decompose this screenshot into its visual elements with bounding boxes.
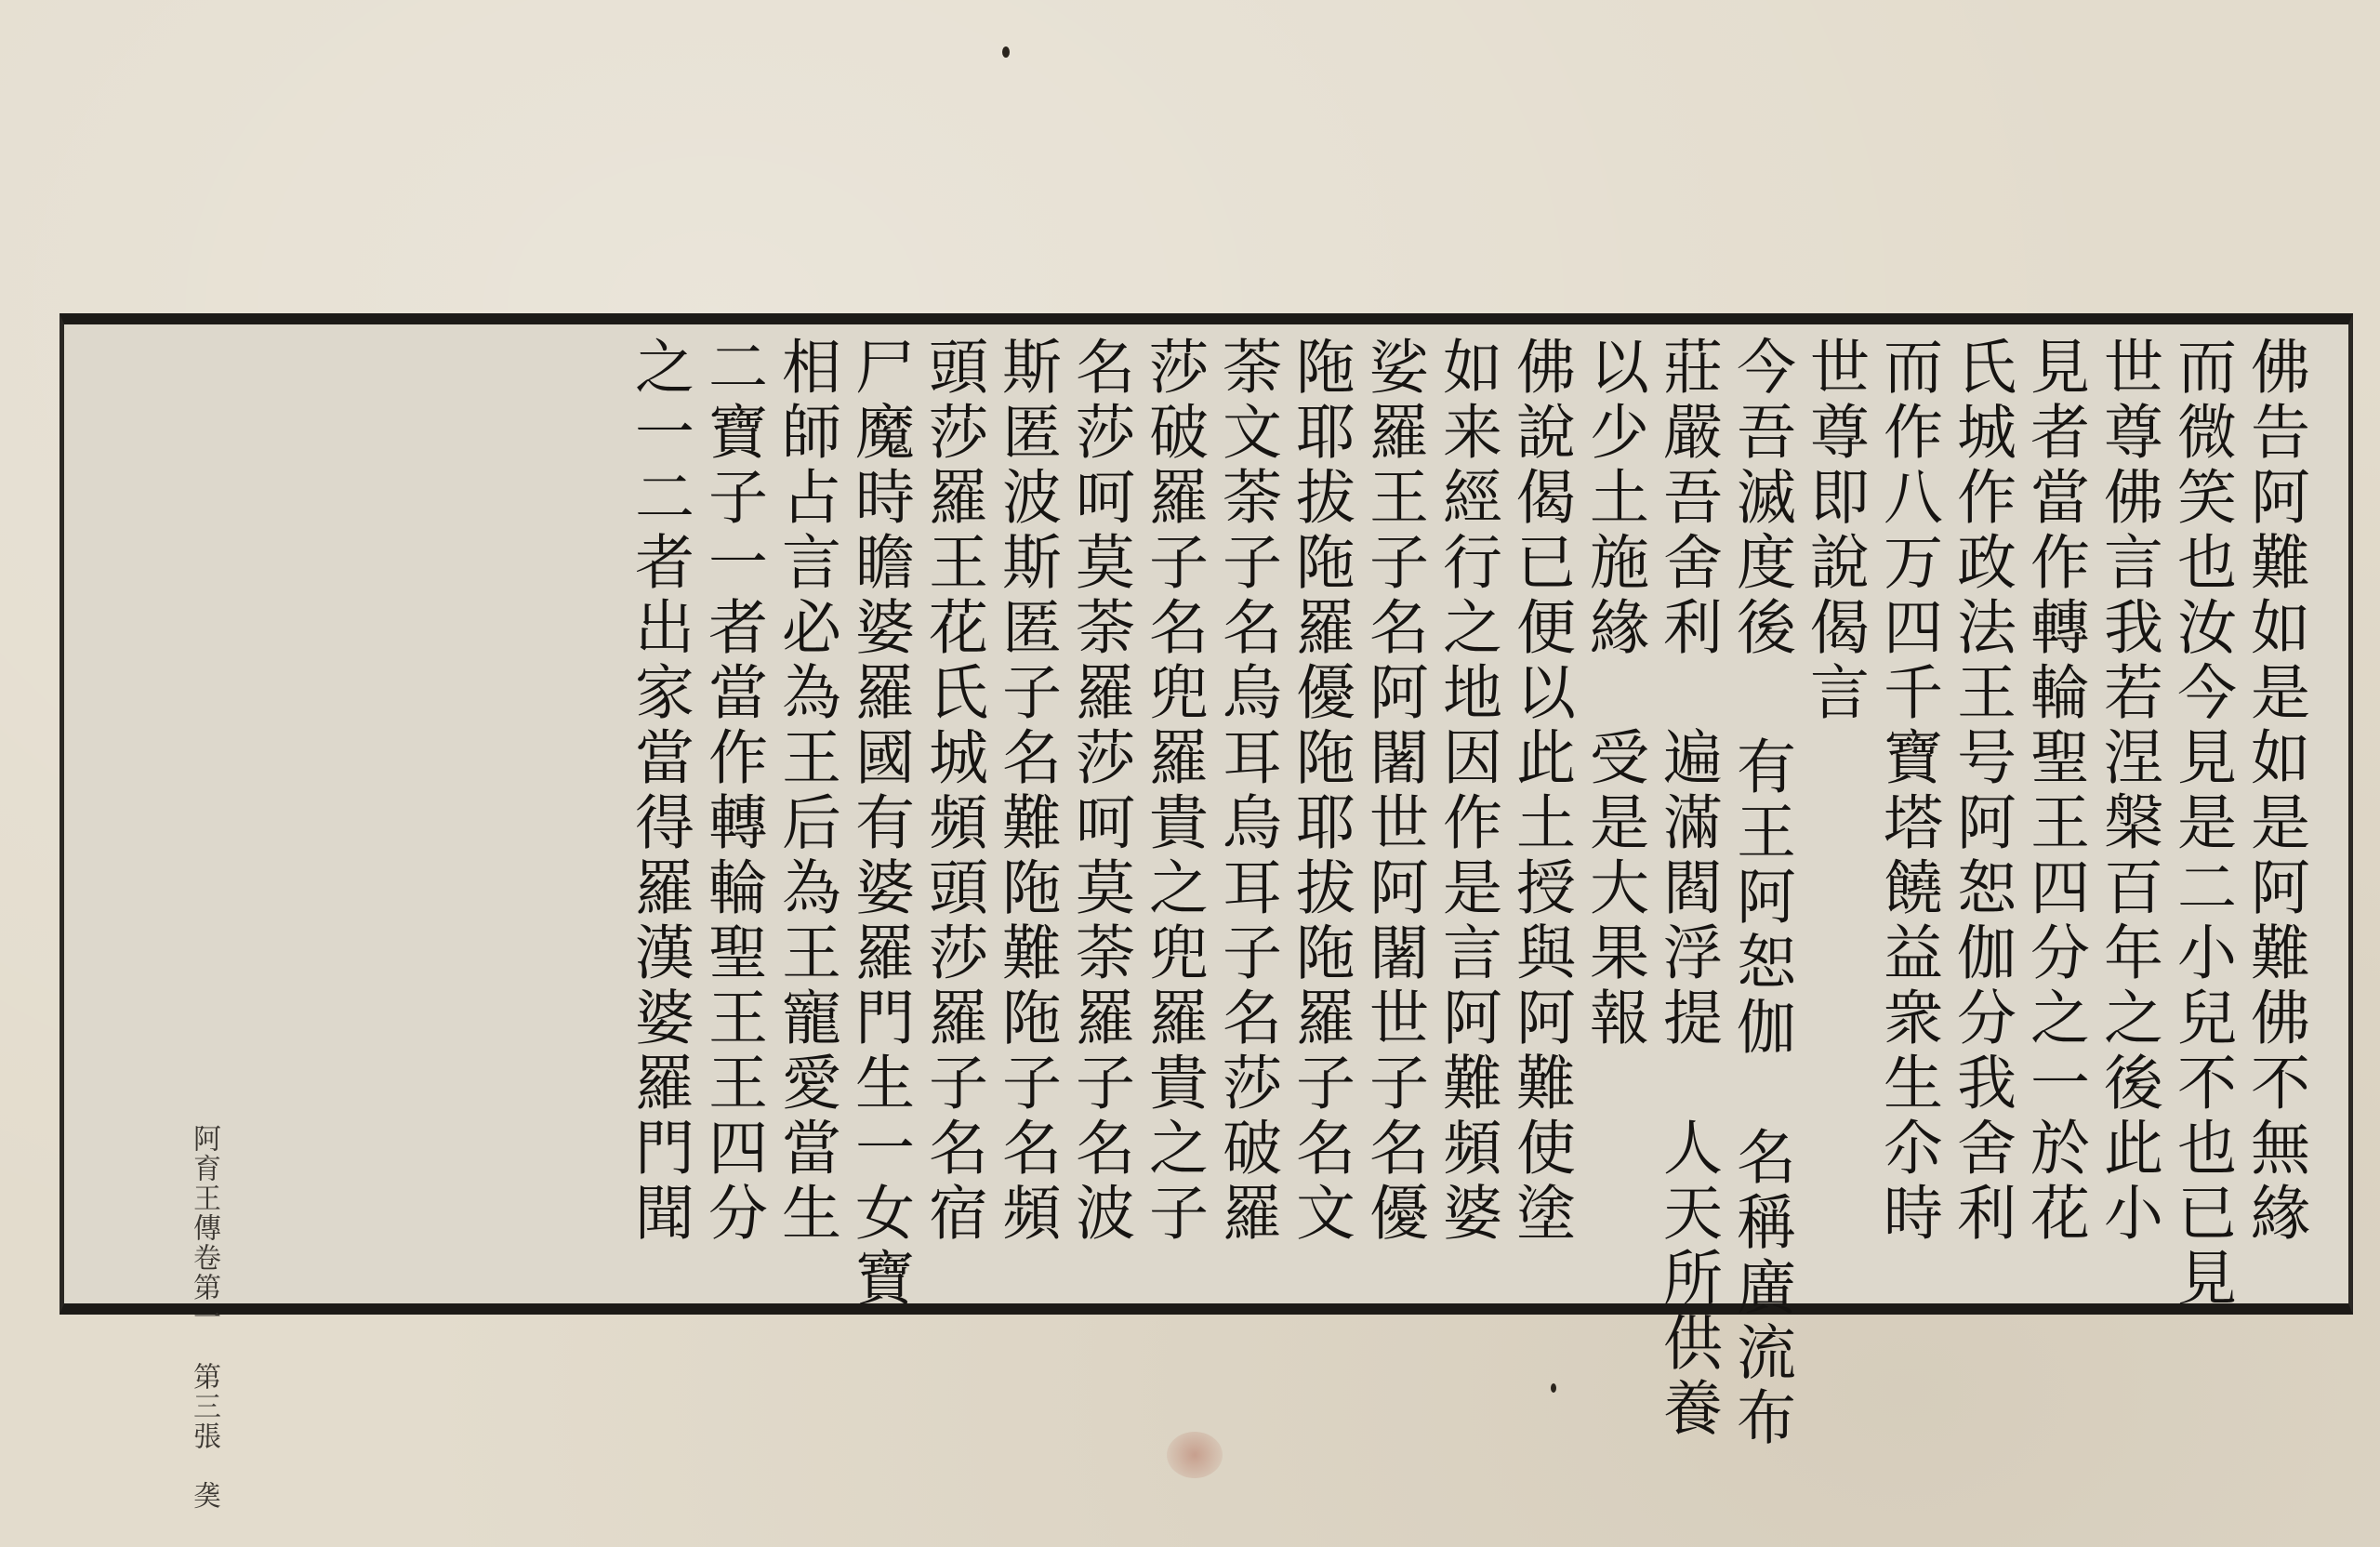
text-column: 佛告阿難如是如是阿難佛不無緣 [2241, 336, 2309, 1247]
text-column: 見者當作轉輪聖王四分之一於花 [2020, 336, 2089, 1247]
text-column: 而作八万四千寶塔饒益衆生尒時 [1873, 336, 1942, 1247]
ink-speck [1002, 46, 1010, 58]
text-column: 而微笑也汝今見是二小兒不也已見 [2167, 336, 2236, 1312]
text-column: 娑羅王子名阿闍世阿闍世子名優 [1359, 336, 1428, 1247]
text-column: 世尊即說偈言 [1800, 336, 1869, 726]
red-stain [1167, 1432, 1223, 1478]
text-column: 氏城作政法王号阿恕伽分我舍利 [1947, 336, 2016, 1247]
text-column: 名莎呵莫荼羅莎呵莫荼羅子名波 [1065, 336, 1134, 1247]
text-column: 以少土施緣 受是大果報 [1580, 336, 1648, 1051]
text-column: 相師占言必為王后為王寵愛當生 [772, 336, 840, 1247]
text-column: 頭莎羅王花氏城頻頭莎羅子名宿 [919, 336, 987, 1247]
text-column: 佛說偈已便以此土授與阿難使塗 [1506, 336, 1575, 1247]
text-column: 莎破羅子名兜羅貴之兜羅貴之子 [1139, 336, 1208, 1247]
margin-note: 阿育王傳卷第一 第三張 䶮 [188, 1124, 220, 1511]
text-column: 世尊佛言我若涅槃百年之後此小 [2094, 336, 2162, 1247]
text-column: 之一二者出家當得羅漢婆羅門聞 [625, 336, 694, 1247]
text-column: 尸魔時瞻婆羅國有婆羅門生一女寶 [845, 336, 914, 1312]
ink-speck [1551, 1383, 1556, 1393]
text-column: 如来經行之地因作是言阿難頻婆 [1433, 336, 1501, 1247]
text-column: 二寶子一者當作轉輪聖王王四分 [698, 336, 767, 1247]
text-column: 今吾滅度後 有王阿恕伽 名稱廣流布 [1726, 336, 1795, 1451]
text-column: 斯匿波斯匿子名難陁難陁子名頻 [992, 336, 1061, 1247]
text-column: 莊嚴吾舍利 遍滿閻浮提 人天所供養 [1653, 336, 1722, 1442]
text-column: 荼文荼子名烏耳烏耳子名莎破羅 [1212, 336, 1281, 1247]
text-column: 陁耶拔陁羅優陁耶拔陁羅子名文 [1286, 336, 1355, 1247]
printed-text-block [60, 313, 2353, 1511]
